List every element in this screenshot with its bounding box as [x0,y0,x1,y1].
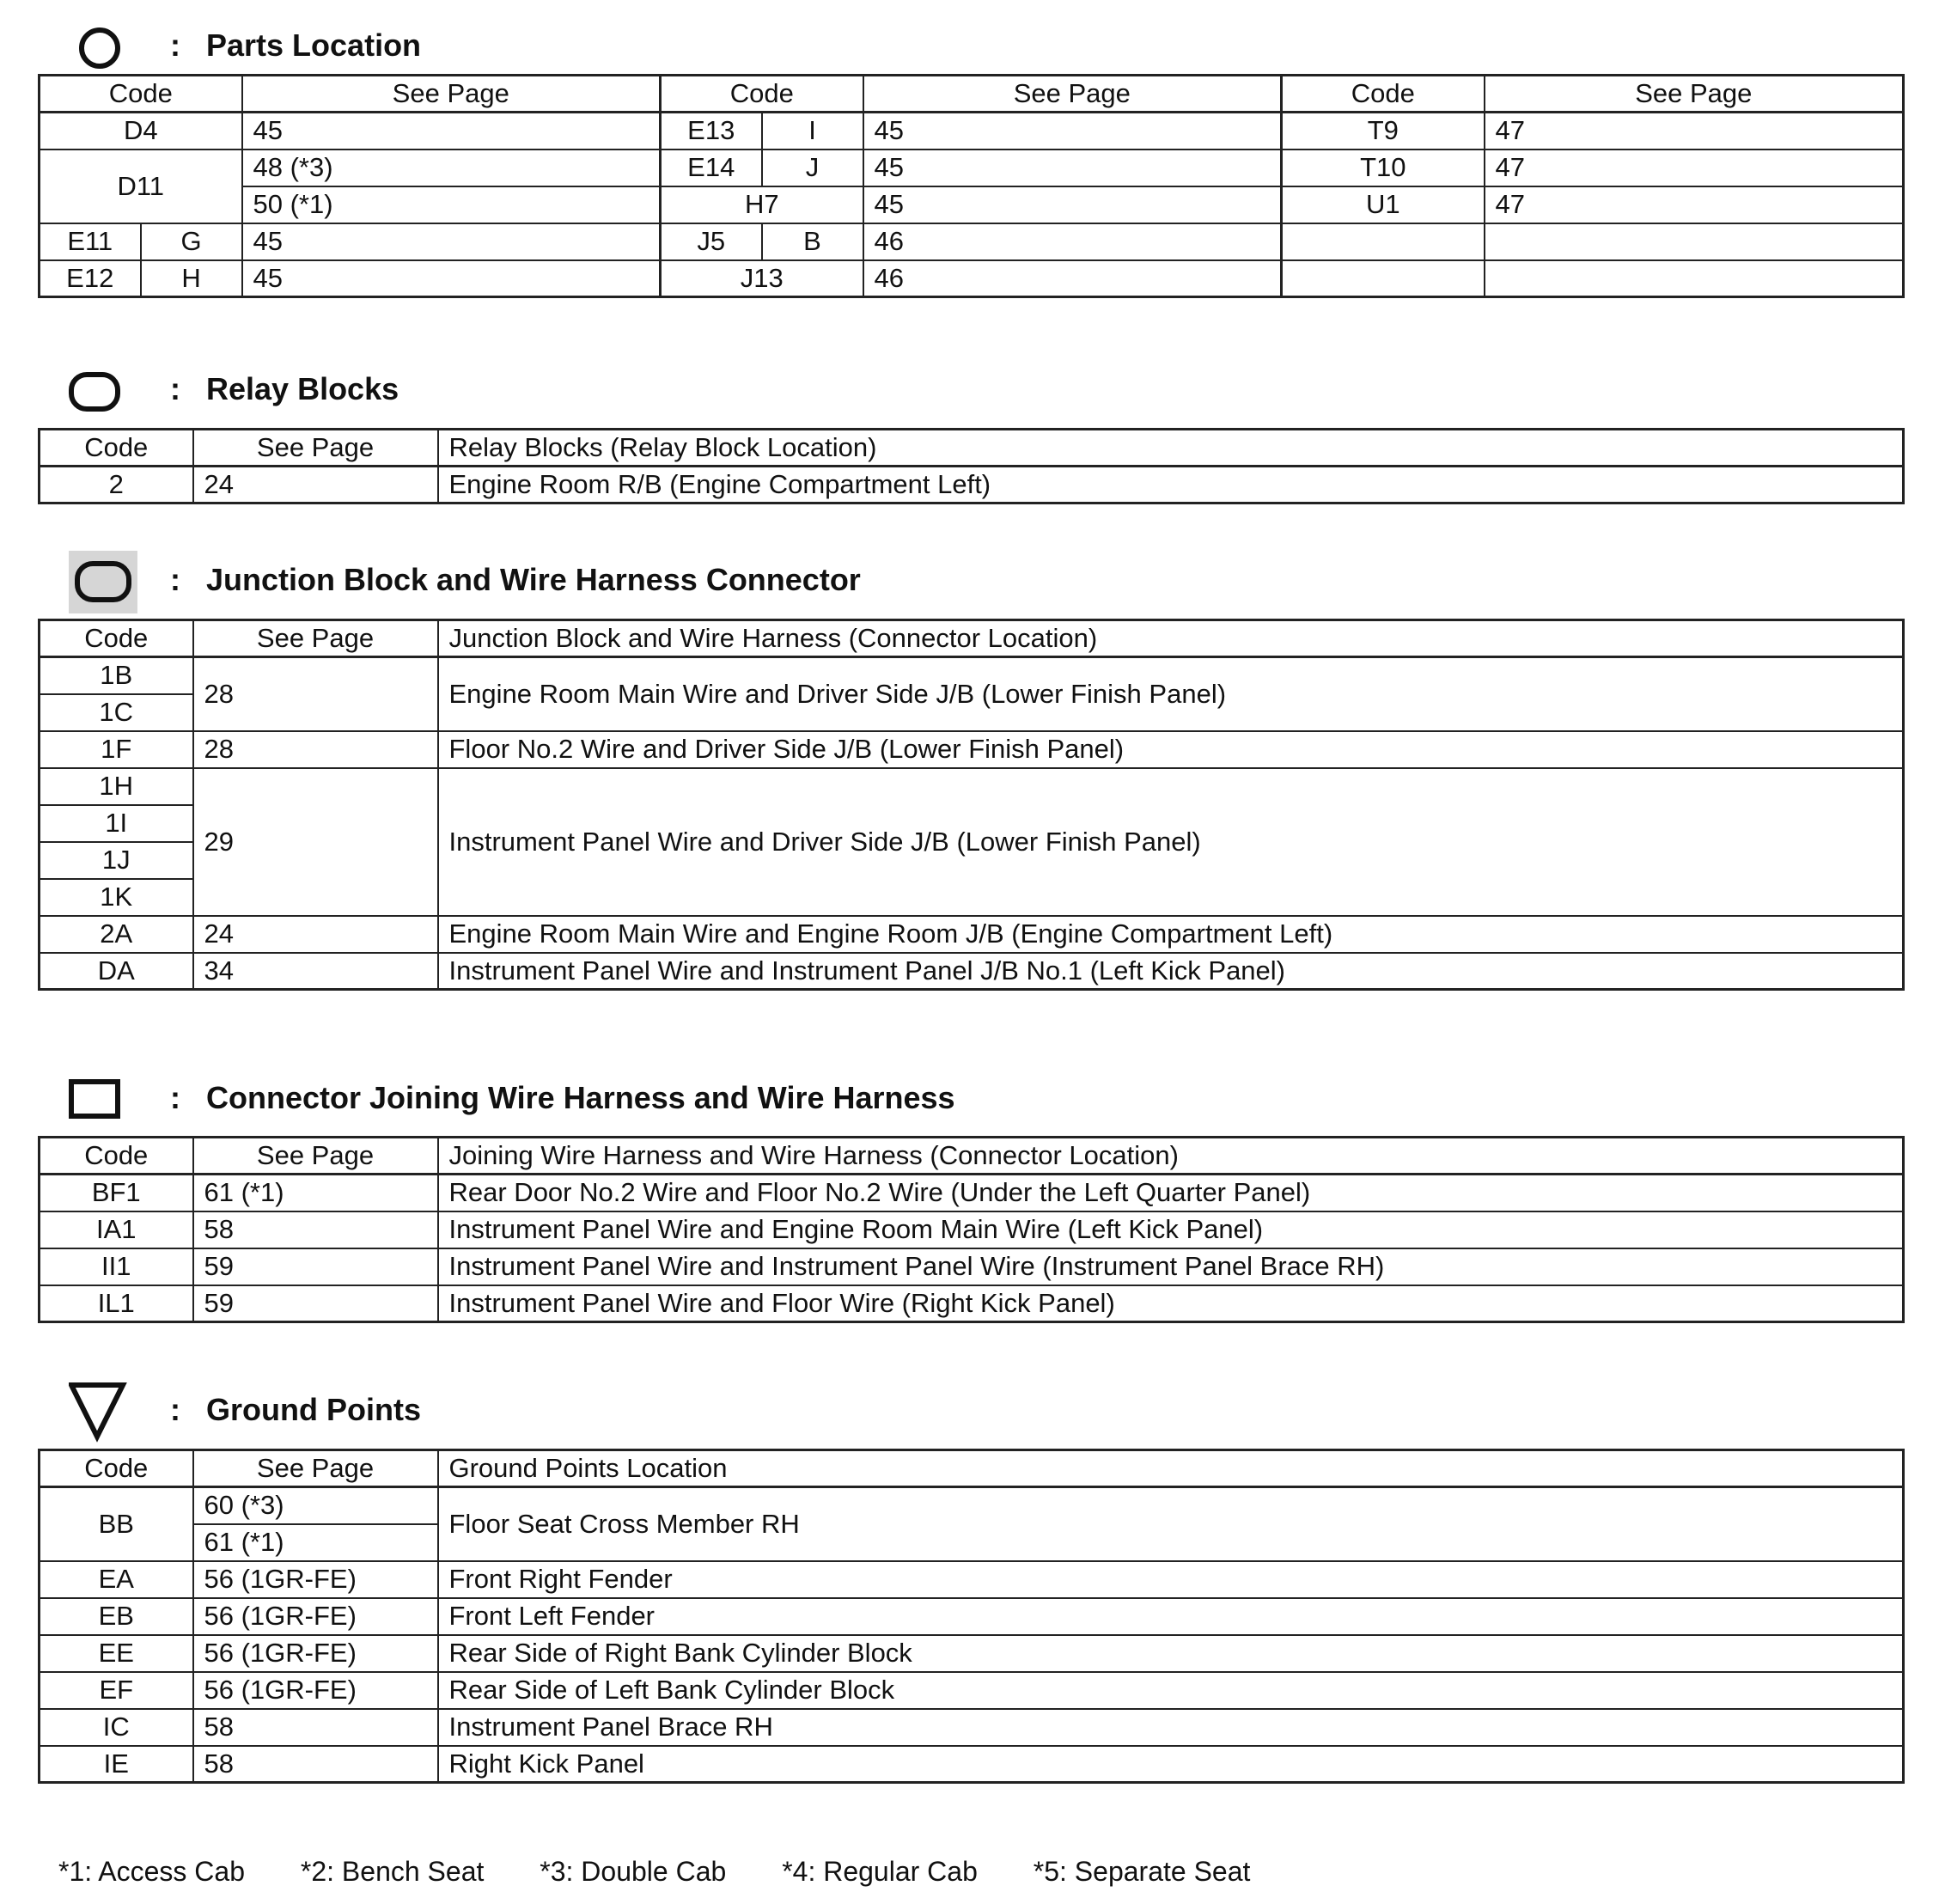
code-cell: 1B [40,657,193,694]
page-cell: 58 [193,1709,438,1746]
location-cell: Rear Door No.2 Wire and Floor No.2 Wire (Under the Left Quarter Panel) [438,1175,1904,1211]
code-cell: 1F [40,731,193,768]
code-cell: T9 [1282,113,1485,150]
location-cell: Instrument Panel Brace RH [438,1709,1904,1746]
code-letter-cell: G [141,223,242,260]
page-cell: 28 [193,731,438,768]
section-title: Relay Blocks [206,371,399,406]
page-cell: 45 [242,113,661,150]
code-cell: EF [40,1672,193,1709]
separator-colon: : [170,1080,180,1115]
page-cell: 58 [193,1211,438,1248]
table-row [40,1211,1904,1248]
table-header-row [40,620,1904,657]
table-row [40,1709,1904,1746]
rounded-rectangle-icon [69,357,137,426]
table-header-row [40,76,1904,113]
parts-location-header [0,9,1933,77]
location-cell: Front Left Fender [438,1598,1904,1635]
code-letter-cell: J [762,150,863,186]
code-cell: J5 [661,223,762,260]
page-cell: 45 [863,186,1282,223]
location-cell: Rear Side of Left Bank Cylinder Block [438,1672,1904,1709]
code-cell: D4 [40,113,242,150]
connector-joining-table [38,1136,1905,1323]
circle-icon [69,14,137,82]
table-header-row [40,1450,1904,1487]
table-row [40,1285,1904,1322]
code-cell: 1H [40,768,193,805]
rectangle-icon [69,1066,137,1135]
code-letter-cell: H [141,260,242,297]
code-letter-cell: I [762,113,863,150]
column-header-code: Code [1282,76,1485,113]
shaded-rounded-rectangle-icon [69,548,137,617]
code-cell: 2A [40,916,193,953]
location-cell: Instrument Panel Wire and Instrument Panel Wire (Instrument Panel Brace RH) [438,1248,1904,1285]
page-cell: 46 [863,260,1282,297]
table-row [40,1561,1904,1598]
code-letter-cell: B [762,223,863,260]
table-row [40,916,1904,953]
page-cell: 56 (1GR-FE) [193,1635,438,1672]
table-row [40,1598,1904,1635]
location-cell: Right Kick Panel [438,1746,1904,1783]
code-cell: IC [40,1709,193,1746]
page-cell: 45 [863,150,1282,186]
table-row [40,1672,1904,1709]
code-cell: U1 [1282,186,1485,223]
table-row [40,657,1904,694]
page-cell [1485,223,1904,260]
page-cell: 47 [1485,150,1904,186]
section-title: Parts Location [206,27,422,63]
table-row [40,467,1904,503]
code-cell: 1I [40,805,193,842]
code-cell: E12 [40,260,141,297]
table-header-row [40,1138,1904,1175]
section-title: Ground Points [206,1392,421,1427]
footnote: *5: Separate Seat [1033,1856,1251,1887]
table-header-row [40,430,1904,467]
code-cell: 1J [40,842,193,879]
table-row [40,1487,1904,1524]
column-header-code: Code [40,620,193,657]
table-row [40,150,1904,186]
page-cell: 50 (*1) [242,186,661,223]
page-cell: 45 [242,260,661,297]
column-header-location: Relay Blocks (Relay Block Location) [438,430,1904,467]
table-row [40,1175,1904,1211]
location-cell: Instrument Panel Wire and Instrument Panel J/B No.1 (Left Kick Panel) [438,953,1904,990]
column-header-location: Joining Wire Harness and Wire Harness (Connector Location) [438,1138,1904,1175]
table-row [40,731,1904,768]
code-cell: II1 [40,1248,193,1285]
page-cell: 61 (*1) [193,1175,438,1211]
page-cell: 45 [863,113,1282,150]
code-cell: D11 [40,150,242,223]
connector-joining-header [0,1061,1933,1130]
page-cell: 61 (*1) [193,1524,438,1561]
table-row [40,1635,1904,1672]
code-cell: IL1 [40,1285,193,1322]
column-header-see-page: See Page [193,620,438,657]
column-header-code: Code [40,76,242,113]
column-header-see-page: See Page [193,1138,438,1175]
page-cell: 59 [193,1248,438,1285]
location-cell: Instrument Panel Wire and Floor Wire (Right Kick Panel) [438,1285,1904,1322]
page-cell: 58 [193,1746,438,1783]
footnote: *3: Double Cab [540,1856,727,1887]
column-header-see-page: See Page [193,430,438,467]
page-cell: 47 [1485,186,1904,223]
table-row [40,1248,1904,1285]
page-cell: 24 [193,467,438,503]
footnote: *4: Regular Cab [782,1856,978,1887]
code-cell: EB [40,1598,193,1635]
table-row [40,113,1904,150]
code-cell [1282,223,1485,260]
table-row [40,223,1904,260]
separator-colon: : [170,562,180,597]
code-cell: BB [40,1487,193,1561]
page-cell: 46 [863,223,1282,260]
page-cell: 56 (1GR-FE) [193,1561,438,1598]
code-cell: E13 [661,113,762,150]
code-cell: DA [40,953,193,990]
ground-points-header [0,1373,1933,1442]
page-cell [1485,260,1904,297]
column-header-see-page: See Page [1485,76,1904,113]
column-header-code: Code [40,1138,193,1175]
parts-location-table [38,74,1905,298]
separator-colon: : [170,371,180,406]
column-header-see-page: See Page [193,1450,438,1487]
page-cell: 29 [193,768,438,916]
junction-block-header [0,543,1933,612]
page-cell: 24 [193,916,438,953]
code-cell: 2 [40,467,193,503]
location-cell: Instrument Panel Wire and Driver Side J/B (Lower Finish Panel) [438,768,1904,916]
page-cell: 56 (1GR-FE) [193,1598,438,1635]
table-row [40,953,1904,990]
code-cell: T10 [1282,150,1485,186]
table-row [40,1746,1904,1783]
page-cell: 28 [193,657,438,731]
code-cell: J13 [661,260,863,297]
code-cell: IE [40,1746,193,1783]
triangle-down-icon [69,1378,137,1447]
location-cell: Front Right Fender [438,1561,1904,1598]
page-cell: 34 [193,953,438,990]
page-cell: 59 [193,1285,438,1322]
footnotes [58,1856,1298,1888]
code-cell: E14 [661,150,762,186]
code-cell: 1K [40,879,193,916]
location-cell: Floor Seat Cross Member RH [438,1487,1904,1561]
separator-colon: : [170,27,180,63]
code-cell: H7 [661,186,863,223]
column-header-location: Junction Block and Wire Harness (Connector Location) [438,620,1904,657]
table-row [40,186,1904,223]
column-header-code: Code [40,1450,193,1487]
code-cell: IA1 [40,1211,193,1248]
code-cell: EA [40,1561,193,1598]
location-cell: Engine Room Main Wire and Engine Room J/B (Engine Compartment Left) [438,916,1904,953]
column-header-see-page: See Page [863,76,1282,113]
column-header-code: Code [661,76,863,113]
page-cell: 47 [1485,113,1904,150]
column-header-code: Code [40,430,193,467]
table-row [40,768,1904,805]
relay-blocks-header [0,352,1933,421]
code-cell: BF1 [40,1175,193,1211]
page-cell: 45 [242,223,661,260]
code-cell [1282,260,1485,297]
junction-block-table [38,619,1905,991]
location-cell: Rear Side of Right Bank Cylinder Block [438,1635,1904,1672]
location-cell: Engine Room Main Wire and Driver Side J/B (Lower Finish Panel) [438,657,1904,731]
code-cell: EE [40,1635,193,1672]
section-title: Connector Joining Wire Harness and Wire Harness [206,1080,955,1115]
page-cell: 60 (*3) [193,1487,438,1524]
code-cell: 1C [40,694,193,731]
footnote: *2: Bench Seat [300,1856,485,1887]
location-cell: Instrument Panel Wire and Engine Room Main Wire (Left Kick Panel) [438,1211,1904,1248]
table-row [40,260,1904,297]
footnote: *1: Access Cab [58,1856,245,1887]
section-title: Junction Block and Wire Harness Connector [206,562,861,597]
location-cell: Engine Room R/B (Engine Compartment Left) [438,467,1904,503]
column-header-see-page: See Page [242,76,661,113]
location-cell: Floor No.2 Wire and Driver Side J/B (Lower Finish Panel) [438,731,1904,768]
code-cell: E11 [40,223,141,260]
page-cell: 48 (*3) [242,150,661,186]
ground-points-table [38,1449,1905,1784]
column-header-location: Ground Points Location [438,1450,1904,1487]
page-cell: 56 (1GR-FE) [193,1672,438,1709]
separator-colon: : [170,1392,180,1427]
relay-blocks-table [38,428,1905,504]
